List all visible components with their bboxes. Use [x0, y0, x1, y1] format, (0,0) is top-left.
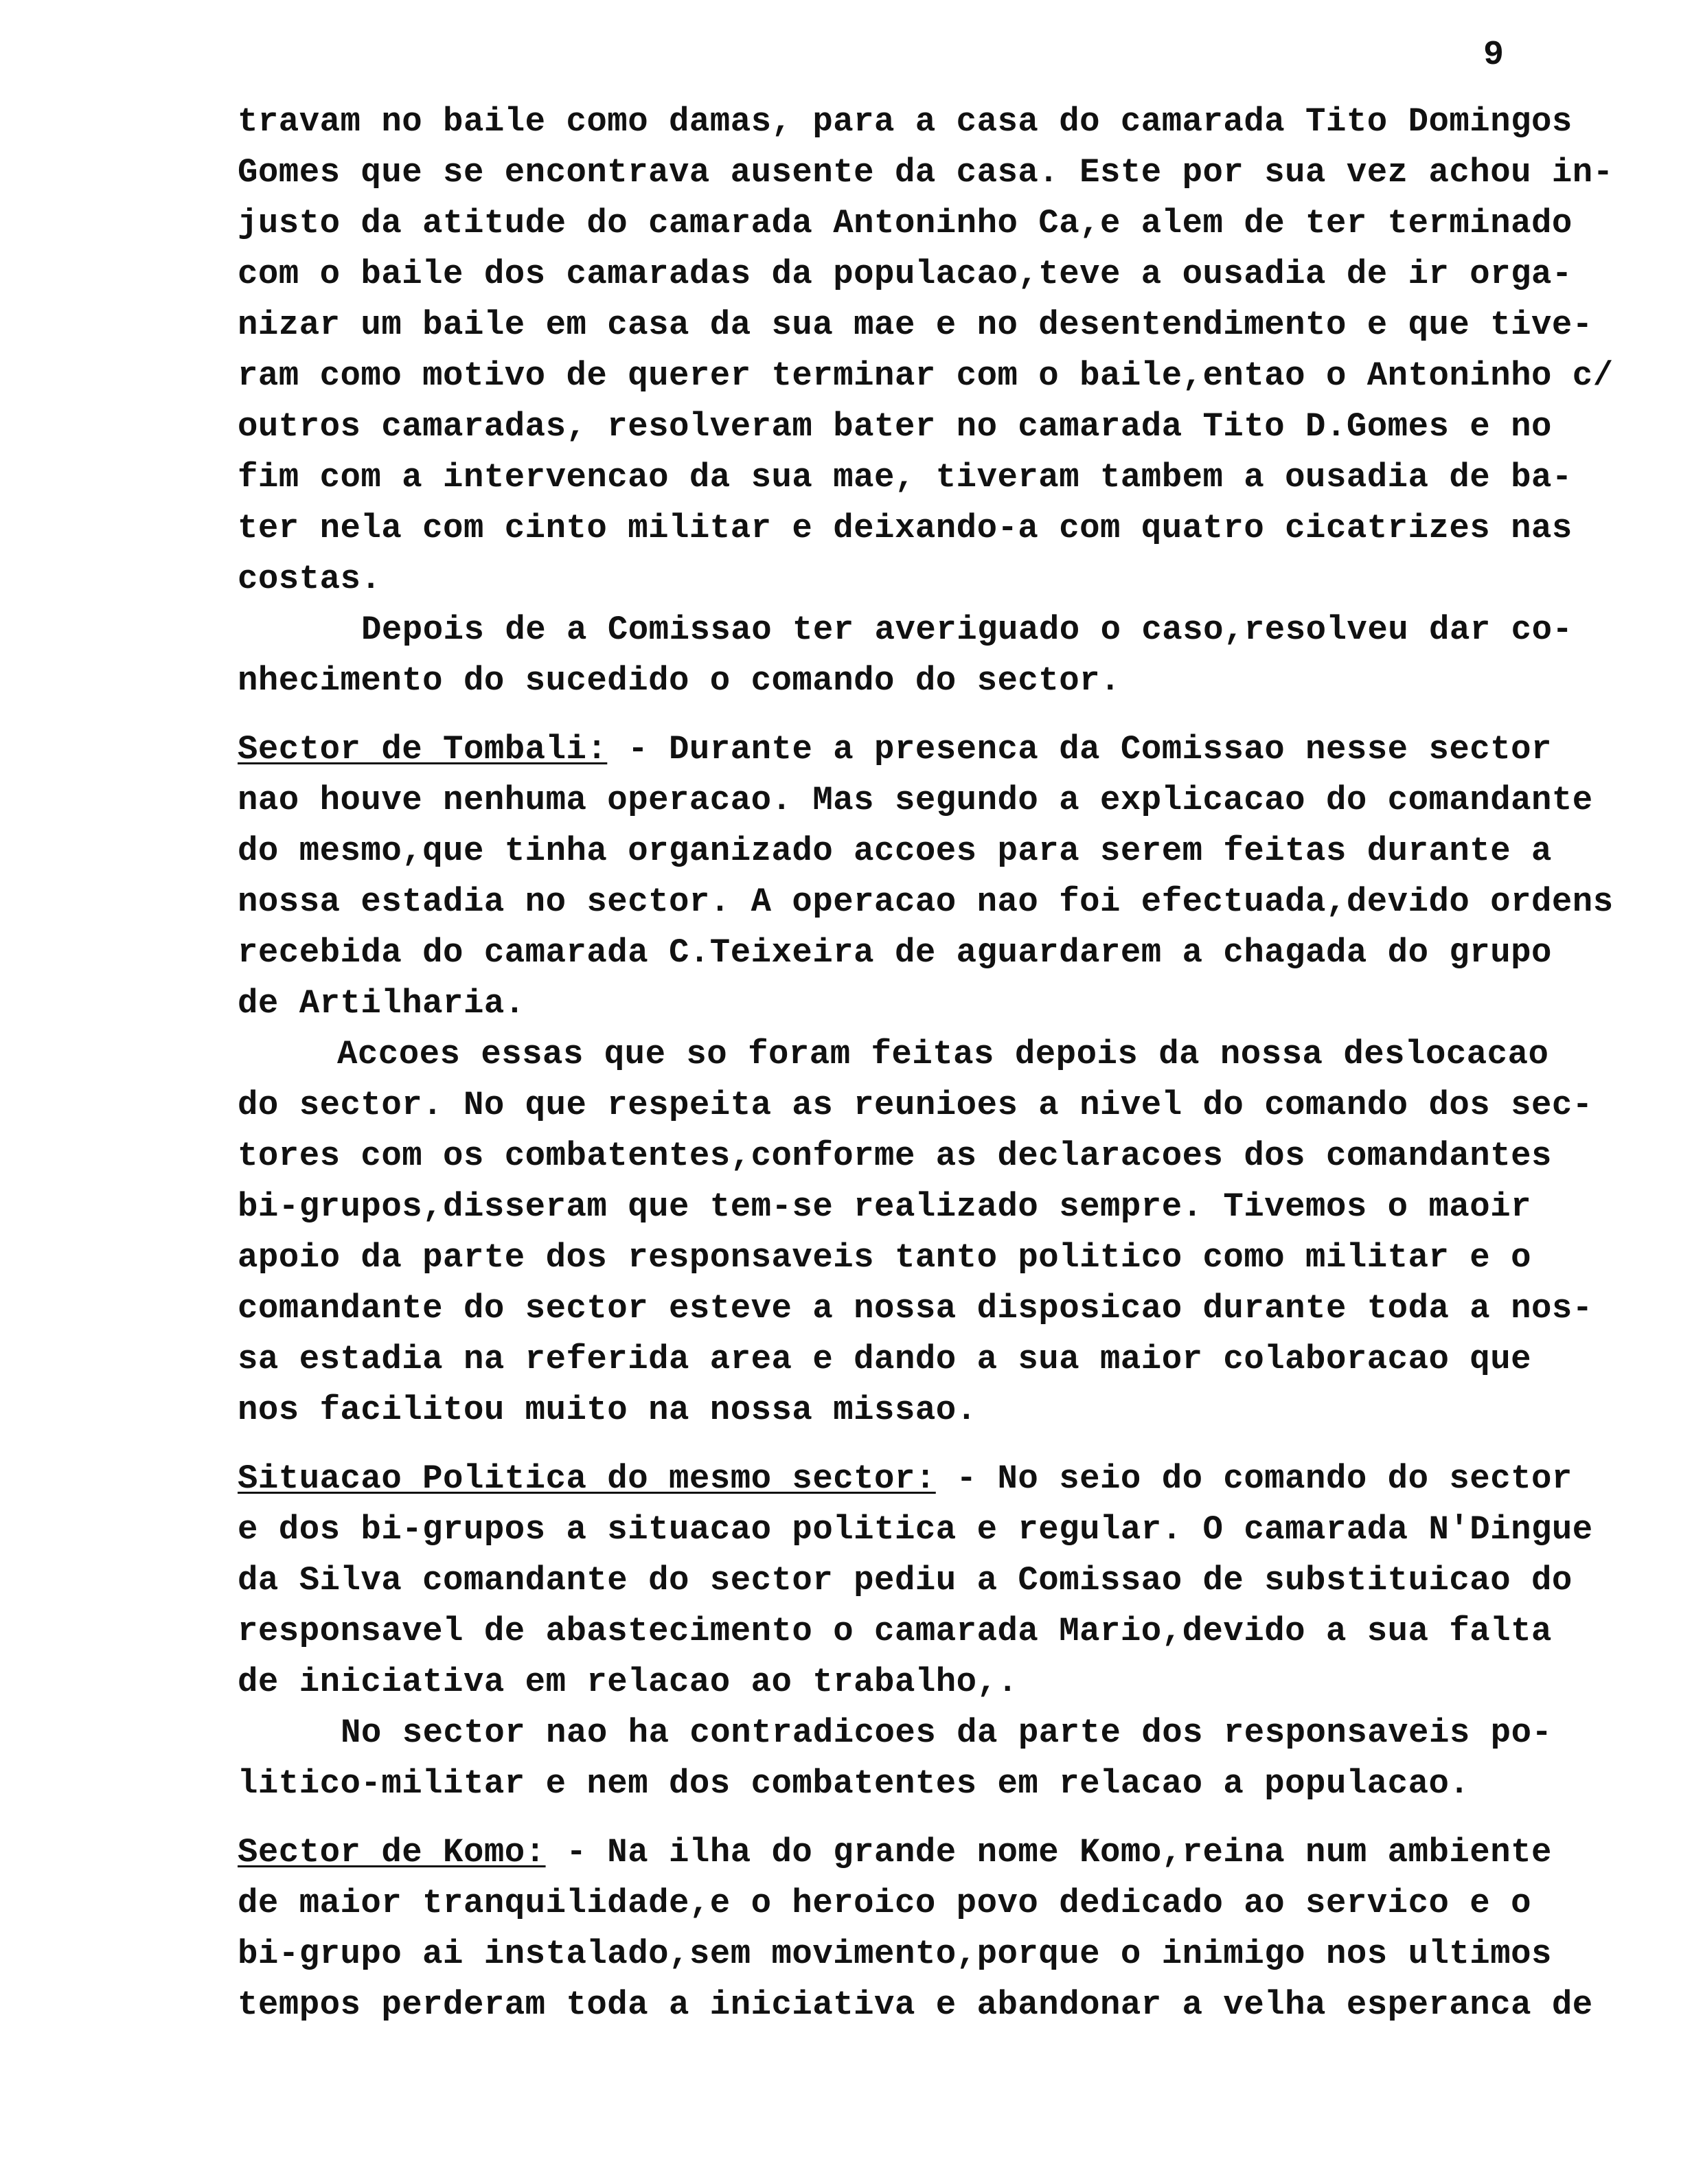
text-line: sa estadia na referida area e dando a sua maior colaboracao que — [238, 1340, 1532, 1378]
section-first-line — [238, 724, 1638, 775]
text-line: travam no baile como damas, para a casa do camarada Tito Domingos — [238, 102, 1573, 141]
text-line: ter nela com cinto militar e deixando-a com quatro cicatrizes nas — [238, 509, 1573, 547]
text-span: - No seio do comando do sector — [935, 1459, 1573, 1498]
section-heading-tombali: Sector de Tombali: — [238, 730, 608, 769]
text-line: de Artilharia. — [238, 984, 525, 1023]
text-line: bi-grupos,disseram que tem-se realizado sempre. Tivemos o maoir — [238, 1187, 1532, 1226]
section-komo — [238, 1827, 1638, 2030]
text-line: nos facilitou muito na nossa missao. — [238, 1391, 977, 1429]
paragraph-averiguado — [238, 604, 1638, 706]
text-line: No sector nao ha contradicoes da parte dos responsaveis po- — [341, 1714, 1553, 1752]
text-line: tempos perderam toda a iniciativa e abandonar a velha esperanca de — [238, 1986, 1593, 2024]
section-situacao-politica — [238, 1453, 1638, 1809]
text-line: Depois de a Comissao ter averiguado o caso,resolveu dar co- — [361, 611, 1573, 649]
text-line: apoio da parte dos responsaveis tanto politico como militar e o — [238, 1238, 1532, 1277]
text-line: nossa estadia no sector. A operacao nao foi efectuada,devido ordens — [238, 883, 1614, 921]
section-heading-komo: Sector de Komo: — [238, 1833, 546, 1872]
text-line: costas. — [238, 560, 382, 598]
text-line: da Silva comandante do sector pediu a Comissao de substituicao do — [238, 1561, 1573, 1600]
text-line: fim com a intervencao da sua mae, tiveram tambem a ousadia de ba- — [238, 458, 1573, 497]
document-body — [238, 96, 1638, 2030]
text-line: comandante do sector esteve a nossa disposicao durante toda a nos- — [238, 1289, 1593, 1328]
text-line: de iniciativa em relacao ao trabalho,. — [238, 1663, 1018, 1701]
text-line: justo da atitude do camarada Antoninho Ca,e alem de ter terminado — [238, 204, 1573, 242]
text-line: outros camaradas, resolveram bater no camarada Tito D.Gomes e no — [238, 407, 1552, 446]
text-line: nizar um baile em casa da sua mae e no desentendimento e que tive- — [238, 306, 1593, 344]
text-line: e dos bi-grupos a situacao politica e regular. O camarada N'Dingue — [238, 1510, 1593, 1549]
section-tombali — [238, 724, 1638, 1435]
text-line: litico-militar e nem dos combatentes em relacao a populacao. — [238, 1764, 1470, 1803]
text-line: com o baile dos camaradas da populacao,teve a ousadia de ir orga- — [238, 255, 1573, 293]
text-line: recebida do camarada C.Teixeira de aguardarem a chagada do grupo — [238, 933, 1552, 972]
text-line: nao houve nenhuma operacao. Mas segundo a explicacao do comandante — [238, 781, 1593, 819]
text-line: do mesmo,que tinha organizado accoes para serem feitas durante a — [238, 832, 1552, 870]
text-line: Accoes essas que so foram feitas depois da nossa deslocacao — [337, 1035, 1549, 1073]
page-number: 9 — [1483, 36, 1505, 75]
text-span: - Durante a presenca da Comissao nesse sector — [607, 730, 1552, 769]
text-line: de maior tranquilidade,e o heroico povo dedicado ao servico e o — [238, 1884, 1532, 1922]
text-line: nhecimento do sucedido o comando do sector. — [238, 661, 1121, 700]
text-line: tores com os combatentes,conforme as declaracoes dos comandantes — [238, 1137, 1552, 1175]
text-line: bi-grupo ai instalado,sem movimento,porque o inimigo nos ultimos — [238, 1935, 1552, 1973]
text-span: - Na ilha do grande nome Komo,reina num ambiente — [545, 1833, 1552, 1872]
section-heading-situacao: Situacao Politica do mesmo sector: — [238, 1459, 936, 1498]
text-line: responsavel de abastecimento o camarada Mario,devido a sua falta — [238, 1612, 1552, 1650]
section-first-line — [238, 1827, 1638, 1878]
text-line: Gomes que se encontrava ausente da casa. Este por sua vez achou in- — [238, 153, 1614, 192]
text-line: do sector. No que respeita as reunioes a nivel do comando dos sec- — [238, 1086, 1593, 1124]
section-first-line — [238, 1453, 1638, 1504]
paragraph-baile — [238, 96, 1638, 604]
text-line: ram como motivo de querer terminar com o baile,entao o Antoninho c/ — [238, 356, 1614, 395]
